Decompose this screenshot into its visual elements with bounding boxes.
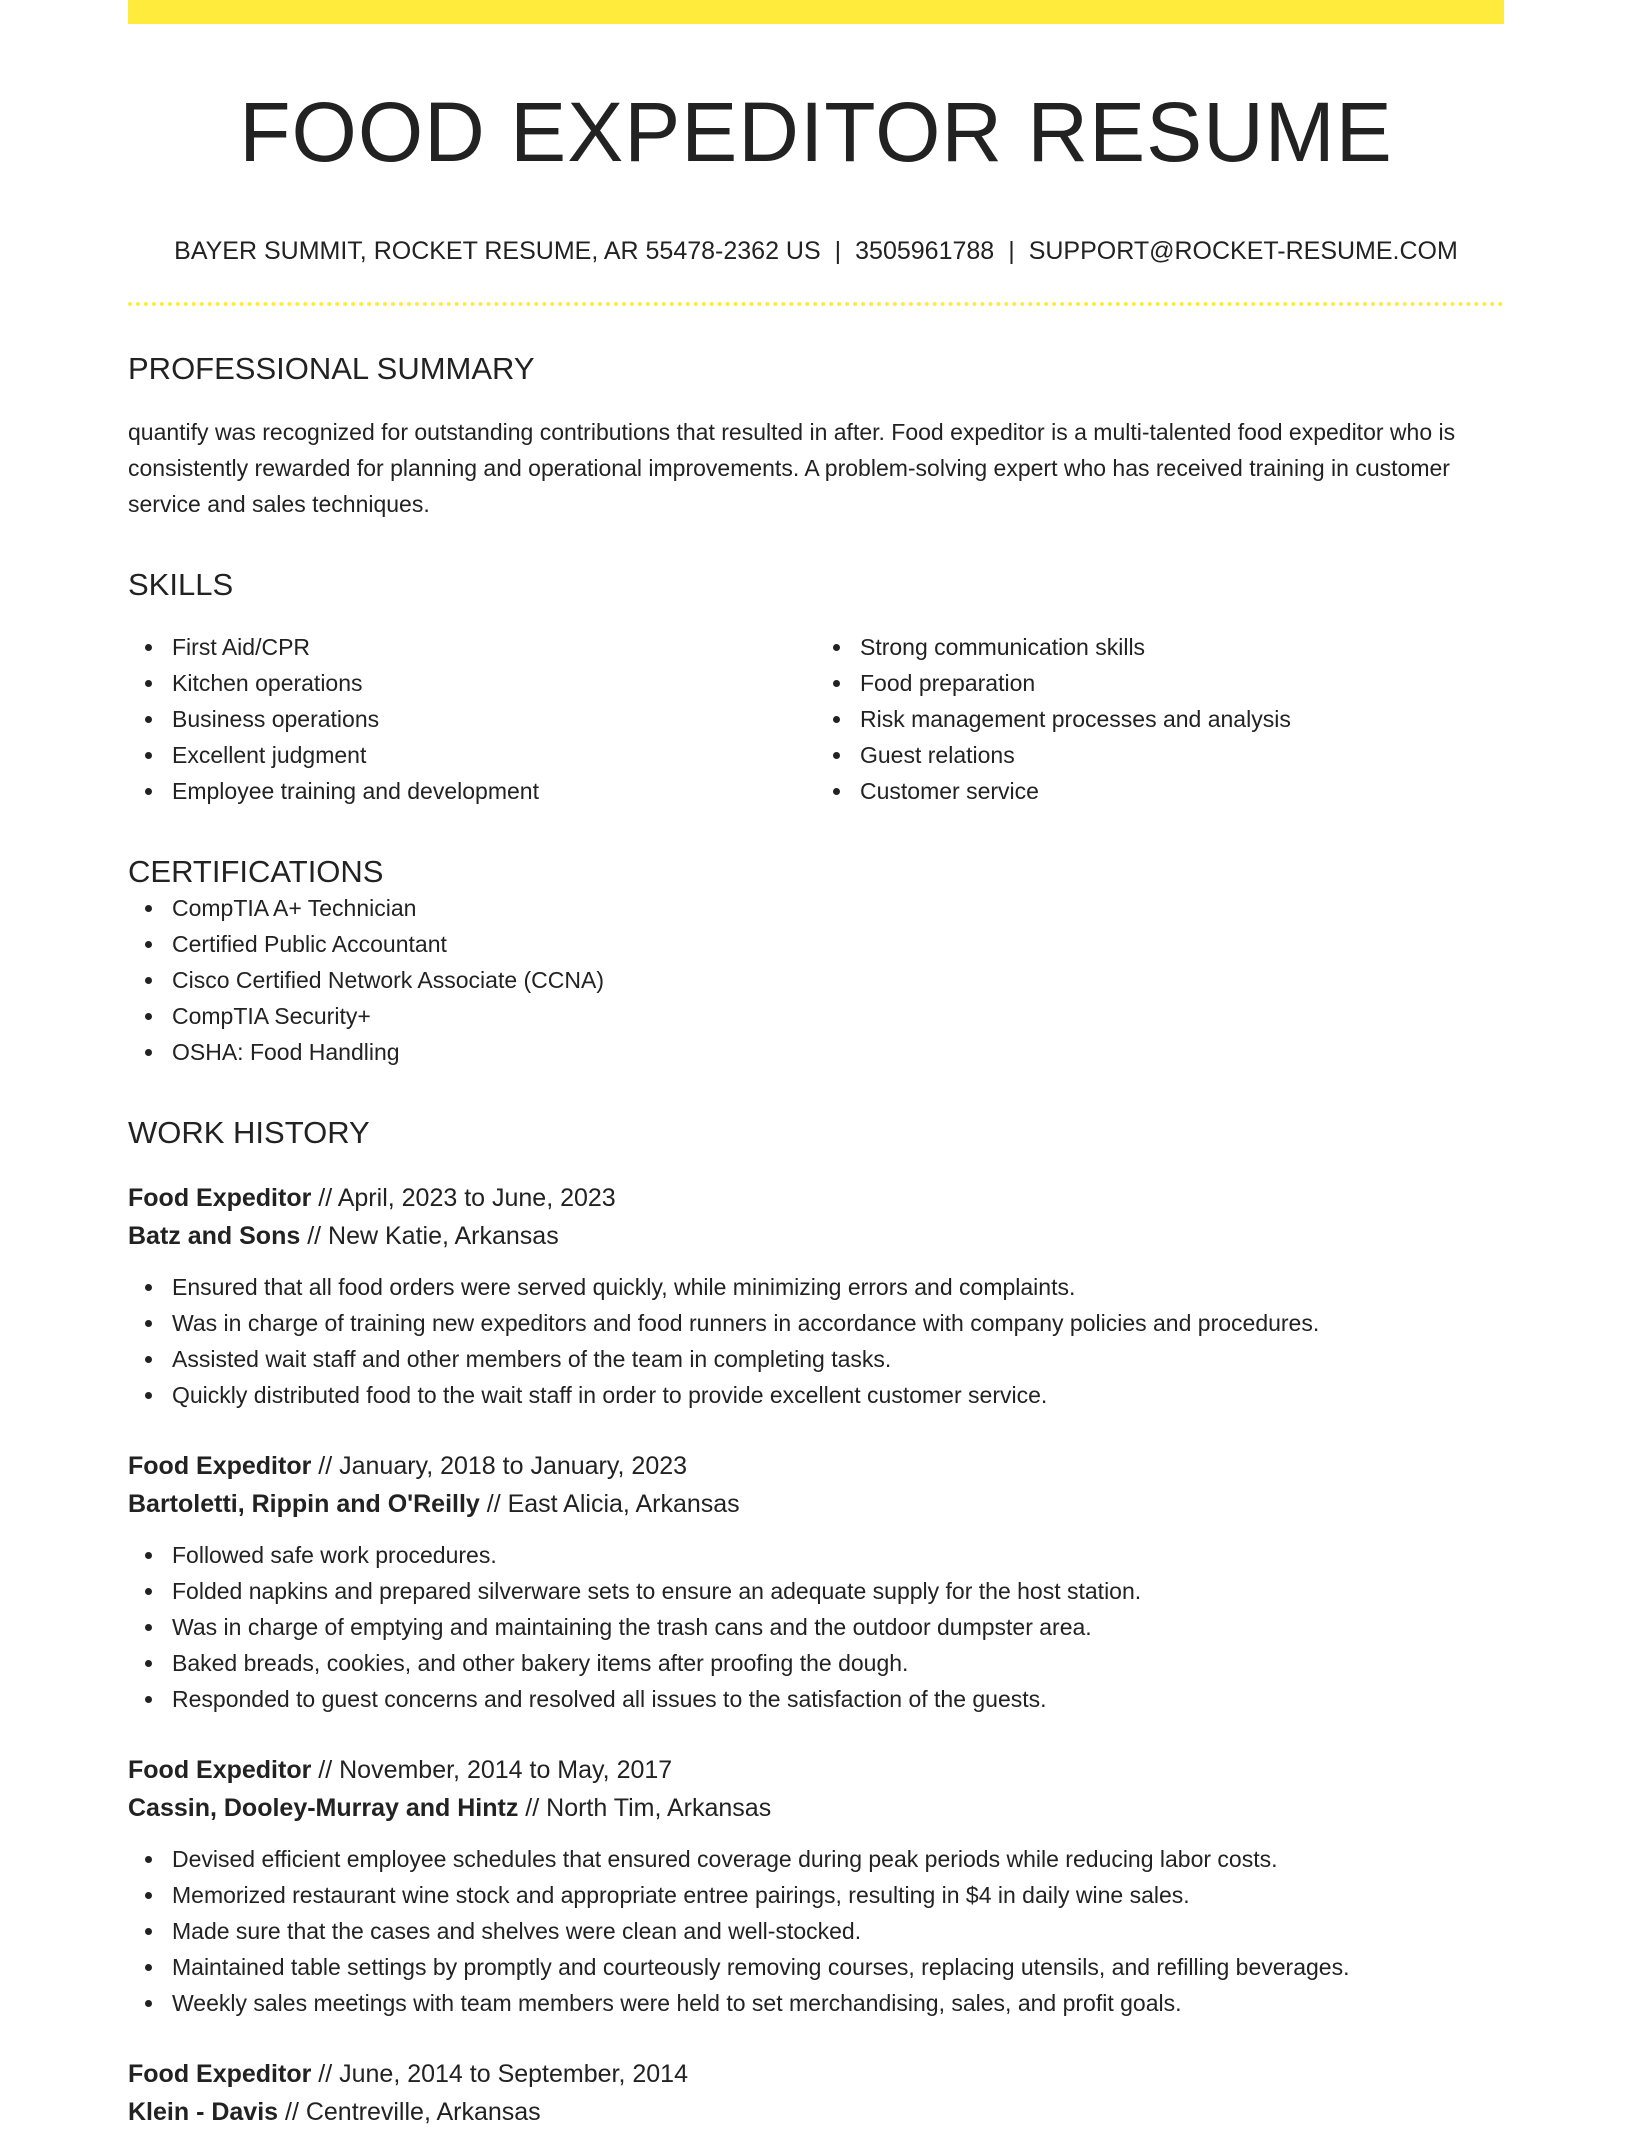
skills-heading: SKILLS	[128, 566, 234, 602]
skill-item: Customer service	[860, 773, 1504, 809]
skills-column-right	[816, 629, 1504, 809]
job-company-line	[128, 1789, 1504, 1827]
job-title: Food Expeditor	[128, 2060, 312, 2089]
job-entry	[128, 1751, 1504, 2021]
job-company: Bartoletti, Rippin and O'Reilly	[128, 1490, 480, 1519]
certification-item: Certified Public Accountant	[172, 926, 1504, 962]
job-title: Food Expeditor	[128, 1452, 312, 1481]
job-title-line	[128, 1179, 1504, 1217]
job-title: Food Expeditor	[128, 1184, 312, 1213]
job-company-line	[128, 1217, 1504, 1255]
contact-address: BAYER SUMMIT, ROCKET RESUME, AR 55478-2362 US	[174, 237, 821, 266]
skill-item: Guest relations	[860, 737, 1504, 773]
skills-list-right	[816, 629, 1504, 809]
job-entry	[128, 2055, 1504, 2131]
job-duty-item: Responded to guest concerns and resolved all issues to the satisfaction of the guests.	[172, 1681, 1504, 1717]
job-title-line	[128, 2055, 1504, 2093]
contact-separator: |	[1008, 237, 1015, 266]
job-duty-item: Quickly distributed food to the wait staff in order to provide excellent customer service.	[172, 1377, 1504, 1413]
job-title-line	[128, 1447, 1504, 1485]
certification-item: Cisco Certified Network Associate (CCNA)	[172, 962, 1504, 998]
skill-item: Food preparation	[860, 665, 1504, 701]
job-location: // New Katie, Arkansas	[300, 1222, 559, 1251]
job-company: Klein - Davis	[128, 2098, 279, 2127]
job-company: Batz and Sons	[128, 1222, 301, 1251]
contact-separator: |	[834, 237, 842, 266]
job-company-line	[128, 1485, 1504, 1523]
summary-heading: PROFESSIONAL SUMMARY	[128, 351, 535, 387]
job-dates: // April, 2023 to June, 2023	[311, 1184, 616, 1213]
resume-page	[128, 0, 1504, 2131]
skill-item: Excellent judgment	[172, 737, 816, 773]
skill-item: Strong communication skills	[860, 629, 1504, 665]
job-duty-item: Was in charge of emptying and maintaining the trash cans and the outdoor dumpster area.	[172, 1609, 1504, 1645]
job-duty-item: Assisted wait staff and other members of the team in completing tasks.	[172, 1341, 1504, 1377]
job-company-line	[128, 2093, 1504, 2131]
job-duty-item: Ensured that all food orders were served quickly, while minimizing errors and complaints.	[172, 1269, 1504, 1305]
resume-title: FOOD EXPEDITOR RESUME	[239, 85, 1393, 179]
skill-item: Business operations	[172, 701, 816, 737]
certification-item: CompTIA Security+	[172, 998, 1504, 1034]
job-dates: // November, 2014 to May, 2017	[311, 1756, 673, 1785]
skill-item: First Aid/CPR	[172, 629, 816, 665]
job-duty-item: Devised efficient employee schedules that ensured coverage during peak periods while reducing labor costs.	[172, 1841, 1504, 1877]
contact-phone: 3505961788	[855, 237, 995, 266]
job-duties-list	[128, 1537, 1504, 1717]
job-title-line	[128, 1751, 1504, 1789]
job-dates: // January, 2018 to January, 2023	[311, 1452, 688, 1481]
summary-text: quantify was recognized for outstanding contributions that resulted in after. Food expeditor is a multi-talented food expeditor who is consistently rewarded for planning and operational improvements. A problem-solving expert who has received training in customer service and sales techniques.	[128, 418, 1456, 517]
skill-item: Risk management processes and analysis	[860, 701, 1504, 737]
job-duty-item: Weekly sales meetings with team members were held to set merchandising, sales, and profit goals.	[172, 1985, 1504, 2021]
job-title: Food Expeditor	[128, 1756, 312, 1785]
job-location: // Centreville, Arkansas	[278, 2098, 541, 2127]
contact-line	[128, 236, 1504, 266]
job-dates: // June, 2014 to September, 2014	[311, 2060, 688, 2089]
job-duties-list	[128, 1841, 1504, 2021]
skills-column-left	[128, 629, 816, 809]
work-history-heading: WORK HISTORY	[128, 1114, 370, 1150]
certifications-list	[128, 890, 1504, 1070]
job-duty-item: Followed safe work procedures.	[172, 1537, 1504, 1573]
skill-item: Employee training and development	[172, 773, 816, 809]
job-entry	[128, 1179, 1504, 1413]
job-location: // North Tim, Arkansas	[518, 1794, 772, 1823]
job-duty-item: Baked breads, cookies, and other bakery items after proofing the dough.	[172, 1645, 1504, 1681]
certifications-heading: CERTIFICATIONS	[128, 853, 384, 889]
dotted-divider	[128, 302, 1504, 306]
accent-top-bar	[128, 0, 1504, 24]
certification-item: OSHA: Food Handling	[172, 1034, 1504, 1070]
job-location: // East Alicia, Arkansas	[479, 1490, 740, 1519]
job-duty-item: Maintained table settings by promptly and courteously removing courses, replacing utensils, and refilling beverages.	[172, 1949, 1504, 1985]
job-duty-item: Folded napkins and prepared silverware sets to ensure an adequate supply for the host station.	[172, 1573, 1504, 1609]
job-duty-item: Memorized restaurant wine stock and appropriate entree pairings, resulting in $4 in daily wine sales.	[172, 1877, 1504, 1913]
skills-columns	[128, 629, 1504, 809]
skill-item: Kitchen operations	[172, 665, 816, 701]
job-duty-item: Made sure that the cases and shelves were clean and well-stocked.	[172, 1913, 1504, 1949]
job-duties-list	[128, 1269, 1504, 1413]
contact-email: SUPPORT@ROCKET-RESUME.COM	[1028, 237, 1458, 266]
certification-item: CompTIA A+ Technician	[172, 890, 1504, 926]
job-company: Cassin, Dooley-Murray and Hintz	[128, 1794, 519, 1823]
skills-list-left	[128, 629, 816, 809]
job-entry	[128, 1447, 1504, 1717]
job-duty-item: Was in charge of training new expeditors and food runners in accordance with company policies and procedures.	[172, 1305, 1504, 1341]
